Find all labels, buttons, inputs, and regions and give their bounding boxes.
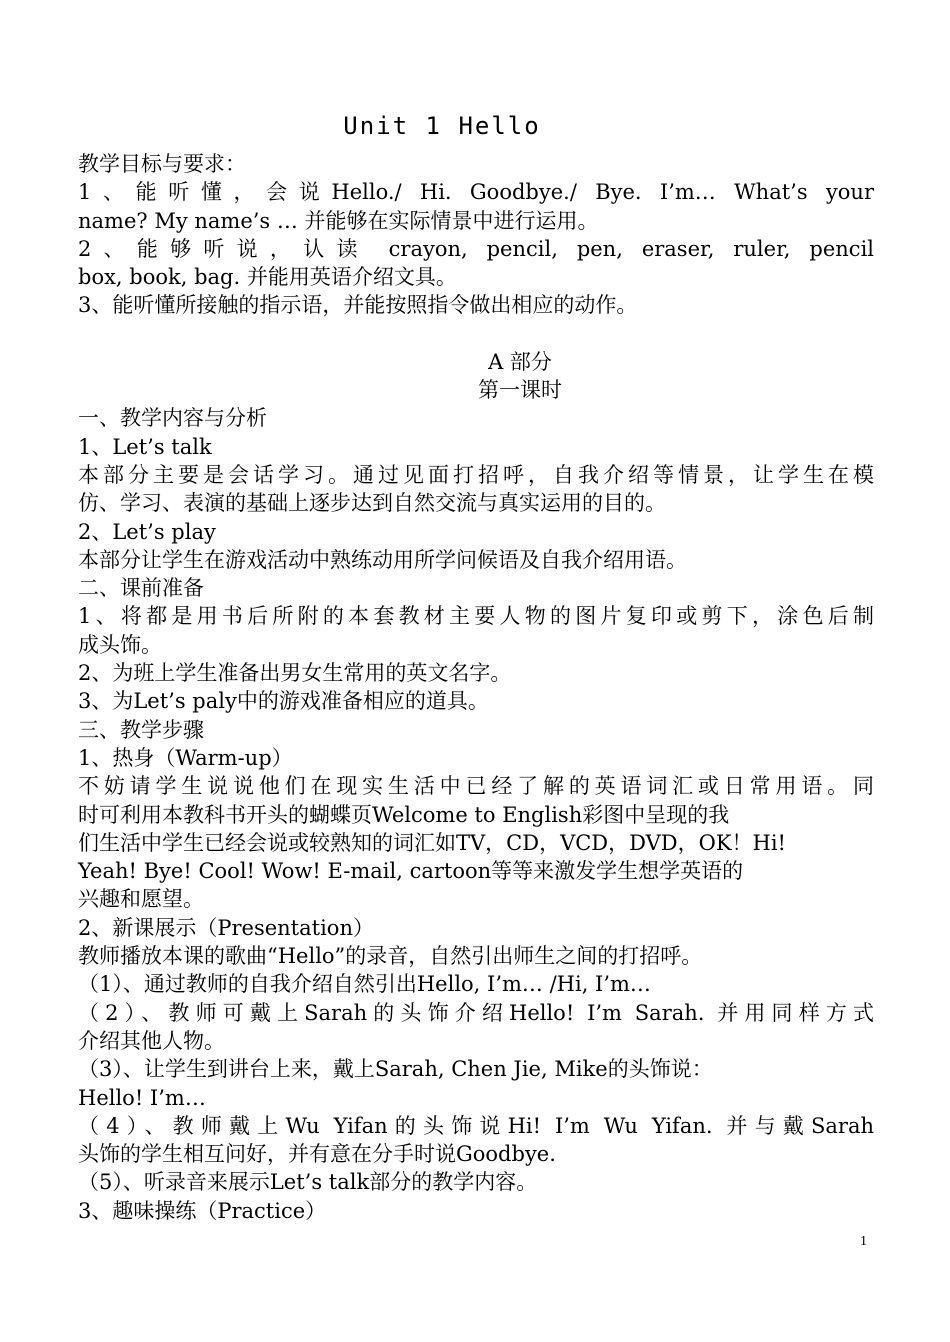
text-line: （3）、让学生到讲台上来，戴上Sarah, Chen Jie, Mike的头饰说： — [78, 1057, 713, 1082]
text-line: 3、为Let’s paly中的游戏准备相应的道具。 — [78, 689, 489, 714]
text-line: 本部分让学生在游戏活动中熟练动用所学问候语及自我介绍用语。 — [78, 547, 687, 572]
text-line: 1、能听懂，会说Hello./ Hi. Goodbye./ Bye. I’m… What’s your — [78, 180, 874, 205]
text-line: 不妨请学生说说他们在现实生活中已经了解的英语词汇或日常用语。同 — [78, 774, 874, 799]
text-line: 们生活中学生已经会说或较熟知的词汇如TV，CD，VCD，DVD，OK！Hi! — [78, 830, 786, 855]
text-line: （5）、听录音来展示Let’s talk部分的教学内容。 — [78, 1170, 538, 1195]
text-line: 2、能够听说，认读 crayon, pencil, pen, eraser, ruler, pencil — [78, 236, 874, 261]
text-line: 一、教学内容与分析 — [78, 406, 267, 431]
text-line: 1、Let’s talk — [78, 434, 212, 459]
page-number: 1 — [860, 1234, 867, 1249]
text-line: Yeah! Bye! Cool! Wow! E-mail, cartoon等等来激发学生想学英语的 — [78, 859, 744, 884]
text-line: （4）、教师戴上Wu Yifan的头饰说Hi! I’m Wu Yifan. 并与戴Sarah — [78, 1113, 874, 1138]
text-line: 1、将都是用书后所附的本套教材主要人物的图片复印或剪下，涂色后制 — [78, 604, 874, 629]
text-line: 三、教学步骤 — [78, 717, 204, 742]
text-line: 2、新课展示（Presentation） — [78, 915, 374, 940]
text-line: 仿、学习、表演的基础上逐步达到自然交流与真实运用的目的。 — [78, 491, 666, 516]
section-heading: A 部分 — [488, 349, 552, 374]
text-line: 成头饰。 — [78, 632, 162, 657]
page-title: Unit 1 Hello — [343, 112, 541, 140]
blank-line — [78, 320, 874, 348]
text-line: 二、课前准备 — [78, 576, 204, 601]
text-line: 介绍其他人物。 — [78, 1028, 225, 1053]
section-subheading: 第一课时 — [478, 378, 562, 403]
text-line: 本部分主要是会话学习。通过见面打招呼，自我介绍等情景，让学生在模 — [78, 462, 874, 487]
text-line: 2、为班上学生准备出男女生常用的英文名字。 — [78, 661, 512, 686]
text-line: 2、Let’s play — [78, 519, 216, 544]
text-line: （2）、教师可戴上Sarah的头饰介绍Hello! I’m Sarah. 并用同样方式 — [78, 1000, 874, 1025]
text-line: 1、热身（Warm-up） — [78, 745, 293, 770]
text-line: Hello! I’m… — [78, 1085, 206, 1110]
text-line: name? My name’s … 并能够在实际情景中进行运用。 — [78, 208, 599, 233]
document-body — [78, 150, 874, 1225]
text-line: （1）、通过教师的自我介绍自然引出Hello, I’m… /Hi, I’m… — [78, 972, 651, 997]
text-line: 3、能听懂所接触的指示语，并能按照指令做出相应的动作。 — [78, 293, 638, 318]
text-line: 兴趣和愿望。 — [78, 887, 204, 912]
text-line: 教学目标与要求： — [78, 152, 246, 176]
text-line: 教师播放本课的歌曲“Hello”的录音，自然引出师生之间的打招呼。 — [78, 944, 703, 969]
text-line: 头饰的学生相互问好，并有意在分手时说Goodbye. — [78, 1142, 556, 1167]
text-line: 时可利用本教科书开头的蝴蝶页Welcome to English彩图中呈现的我 — [78, 802, 730, 827]
text-line: box, book, bag. 并能用英语介绍文具。 — [78, 265, 457, 290]
text-line: 3、趣味操练（Practice） — [78, 1198, 327, 1223]
